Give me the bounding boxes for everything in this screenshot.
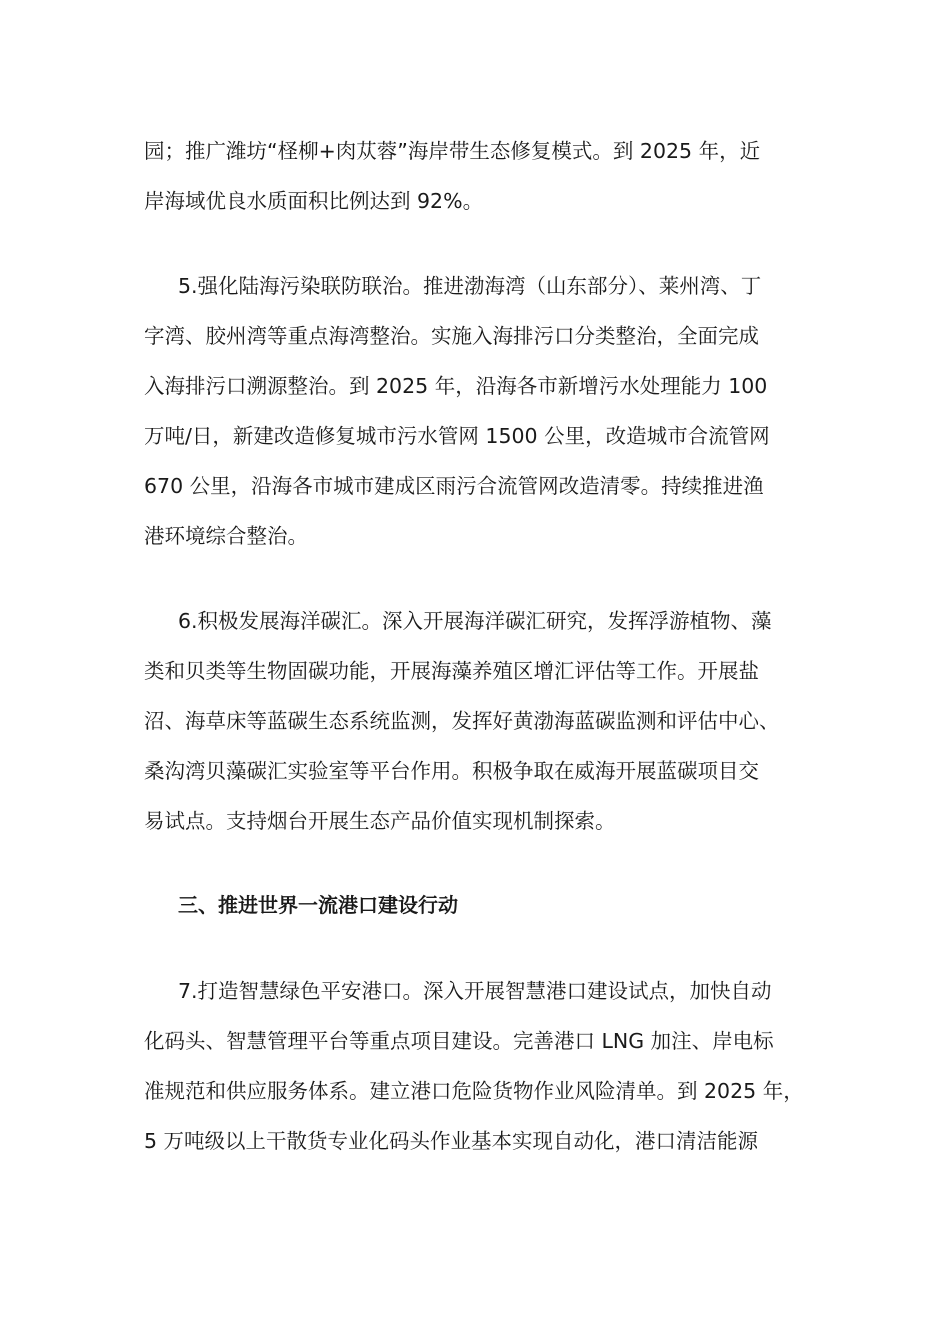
- paragraph-line: 670 公里，沿海各市城市建成区雨污合流管网改造清零。持续推进渔: [144, 474, 764, 498]
- paragraph-intro: [144, 126, 824, 226]
- paragraph-line: 园；推广潍坊“柽柳+肉苁蓉”海岸带生态修复模式。到 2025 年，近: [144, 139, 761, 163]
- paragraph-line: 7.打造智慧绿色平安港口。深入开展智慧港口建设试点，加快自动: [178, 979, 772, 1003]
- section-heading: [144, 880, 824, 930]
- paragraph-line: 岸海域优良水质面积比例达到 92%。: [144, 189, 484, 213]
- paragraph-7: [144, 966, 824, 1166]
- paragraph-line: 化码头、智慧管理平台等重点项目建设。完善港口 LNG 加注、岸电标: [144, 1029, 774, 1053]
- paragraph-line: 入海排污口溯源整治。到 2025 年，沿海各市新增污水处理能力 100: [144, 374, 768, 398]
- section-3-heading: 三、推进世界一流港口建设行动: [178, 893, 458, 917]
- paragraph-6: [144, 596, 824, 846]
- paragraph-line: 桑沟湾贝藻碳汇实验室等平台作用。积极争取在威海开展蓝碳项目交: [144, 759, 759, 783]
- paragraph-line: 万吨/日，新建改造修复城市污水管网 1500 公里，改造城市合流管网: [144, 424, 770, 448]
- paragraph-line: 准规范和供应服务体系。建立港口危险货物作业风险清单。到 2025 年，: [144, 1079, 804, 1103]
- paragraph-5: [144, 261, 824, 561]
- paragraph-line: 沼、海草床等蓝碳生态系统监测，发挥好黄渤海蓝碳监测和评估中心、: [144, 709, 780, 733]
- paragraph-line: 6.积极发展海洋碳汇。深入开展海洋碳汇研究，发挥浮游植物、藻: [178, 609, 772, 633]
- paragraph-line: 字湾、胶州湾等重点海湾整治。实施入海排污口分类整治，全面完成: [144, 324, 759, 348]
- paragraph-line: 类和贝类等生物固碳功能，开展海藻养殖区增汇评估等工作。开展盐: [144, 659, 759, 683]
- paragraph-line: 5 万吨级以上干散货专业化码头作业基本实现自动化，港口清洁能源: [144, 1129, 759, 1153]
- paragraph-line: 5.强化陆海污染联防联治。推进渤海湾（山东部分）、莱州湾、丁: [178, 274, 762, 298]
- paragraph-line: 港环境综合整治。: [144, 524, 308, 548]
- paragraph-line: 易试点。支持烟台开展生态产品价值实现机制探索。: [144, 809, 616, 833]
